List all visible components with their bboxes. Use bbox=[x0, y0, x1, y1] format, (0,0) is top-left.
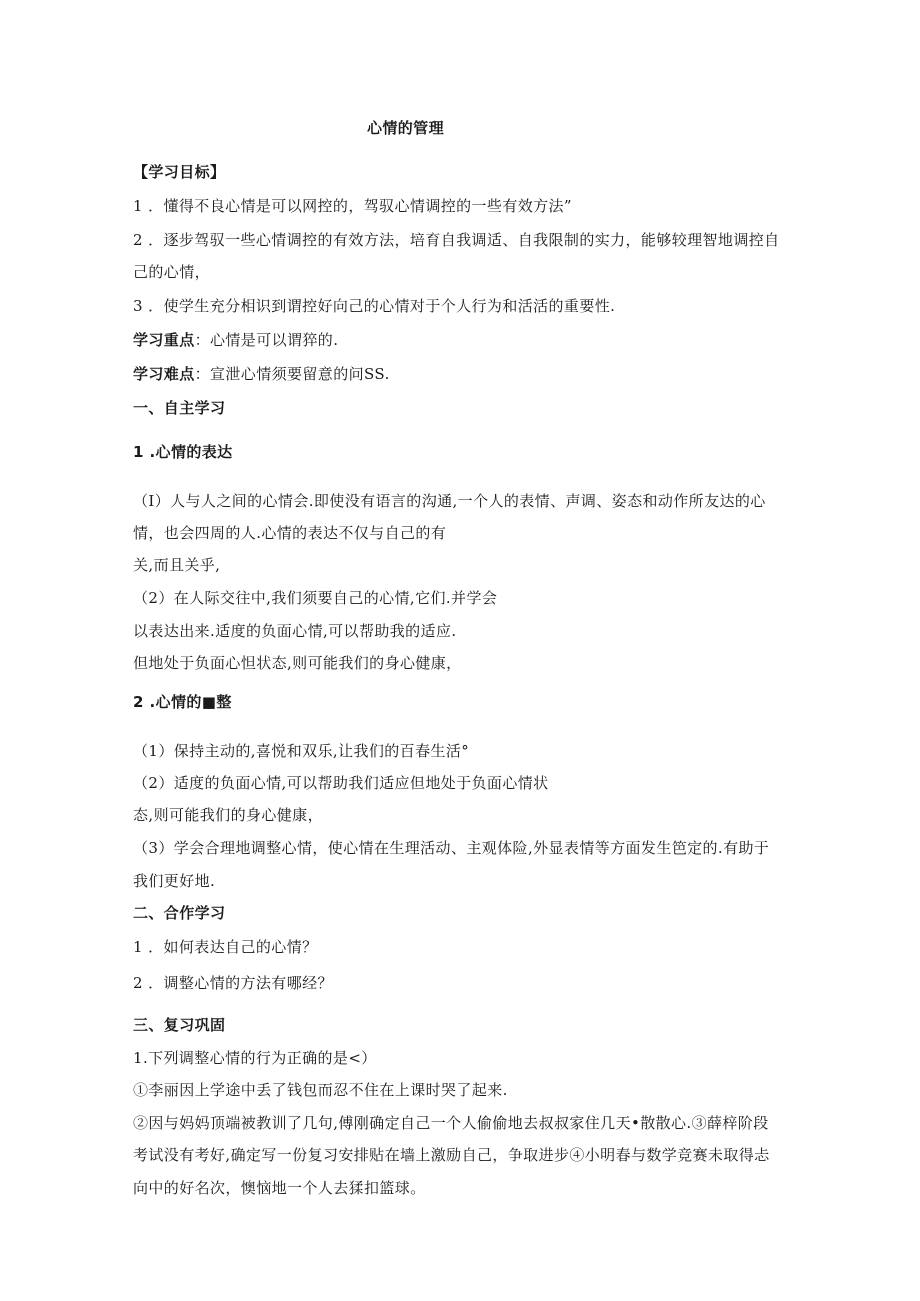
s3-option-1: ①李丽因上学途中丢了钱包而忍不住在上课时哭了起来. bbox=[133, 1081, 508, 1099]
s3-option-2-cont: 考试没有考好,确定写一份复习安排贴在墙上激励自己，争取进步④小明春与数学竞赛未取得忐 bbox=[133, 1146, 770, 1164]
difficulty bbox=[133, 364, 390, 384]
section1-sub2: 2 .心情的■整 bbox=[133, 693, 232, 711]
goals-heading: 【学习目标】 bbox=[133, 163, 226, 181]
difficulty-label: 学习难点 bbox=[133, 365, 195, 383]
s2-item-1: 1 ．如何表达自己的心情？ bbox=[133, 938, 318, 956]
section2-heading: 二、合作学习 bbox=[133, 904, 226, 922]
s1-paragraph-2: （2）在人际交往中,我们须要自己的心情,它们.并学会 bbox=[133, 589, 498, 607]
s3-option-2-cont2: 向中的好名次，懊恼地一个人去猱扣篮球。 bbox=[133, 1179, 426, 1197]
key-point bbox=[133, 330, 338, 350]
s3-question-1: 1.下列调整心情的行为正确的是<） bbox=[133, 1049, 377, 1067]
s2-item-2: 2 ．调整心情的方法有哪经？ bbox=[133, 974, 333, 992]
s1-paragraph-2-cont: 以表达出来.适度的负面心情,可以帮助我的适应. bbox=[133, 622, 457, 640]
s1-adjust-2: （2）适度的负面心情,可以帮助我们适应但地处于负面心情状 bbox=[133, 774, 549, 792]
s1-adjust-1: （1）保持主动的,喜悦和双乐,让我们的百春生活° bbox=[133, 742, 470, 760]
goal-item-2-cont: 己的心情， bbox=[133, 263, 211, 281]
s1-adjust-3-cont: 我们更好地. bbox=[133, 872, 216, 890]
s1-paragraph-1: （I）人与人之间的心情会.即使没有语言的沟通,一个人的表情、声调、姿态和动作所友达的心 bbox=[133, 492, 766, 510]
section3-heading: 三、复习巩固 bbox=[133, 1016, 226, 1034]
goal-item-3: 3 ．使学生充分相识到谓控好向己的心情对于个人行为和活活的重要性. bbox=[133, 297, 616, 315]
key-point-text: ：心情是可以谓猝的. bbox=[194, 331, 339, 349]
s3-option-2: ②因与妈妈顶端被教训了几句,傅刚确定自己一个人偷偷地去叔叔家住几天•散散心.③薛梓阶段 bbox=[133, 1114, 769, 1132]
s1-adjust-2-cont: 态,则可能我们的身心健康， bbox=[133, 806, 323, 824]
goal-item-2: 2 ．逐步驾驭一些心情调控的有效方法，培育自我调适、自我限制的实力，能够较理智地调控自 bbox=[133, 231, 780, 249]
s1-paragraph-1-cont2: 关,而且关乎, bbox=[133, 556, 221, 574]
difficulty-text: ：宣泄心情须要留意的问SS. bbox=[194, 365, 390, 383]
section1-sub1: 1 .心情的表达 bbox=[133, 443, 233, 461]
section1-heading: 一、自主学习 bbox=[133, 399, 226, 417]
s1-paragraph-1-cont: 情，也会四周的人.心情的表达不仅与自己的有 bbox=[133, 524, 447, 542]
page-title: 心情的管理 bbox=[366, 119, 444, 137]
key-point-label: 学习重点 bbox=[133, 331, 195, 349]
goal-item-1: 1 ．懂得不良心情是可以网控的，驾驭心情调控的一些有效方法” bbox=[133, 197, 572, 215]
s1-paragraph-2-cont2: 但地处于负面心怛状态,则可能我们的身心健康， bbox=[133, 654, 462, 672]
s1-adjust-3: （3）学会合理地调整心情，使心情在生理活动、主观体险,外显表情等方面发生笆定的.有助于 bbox=[133, 839, 770, 857]
